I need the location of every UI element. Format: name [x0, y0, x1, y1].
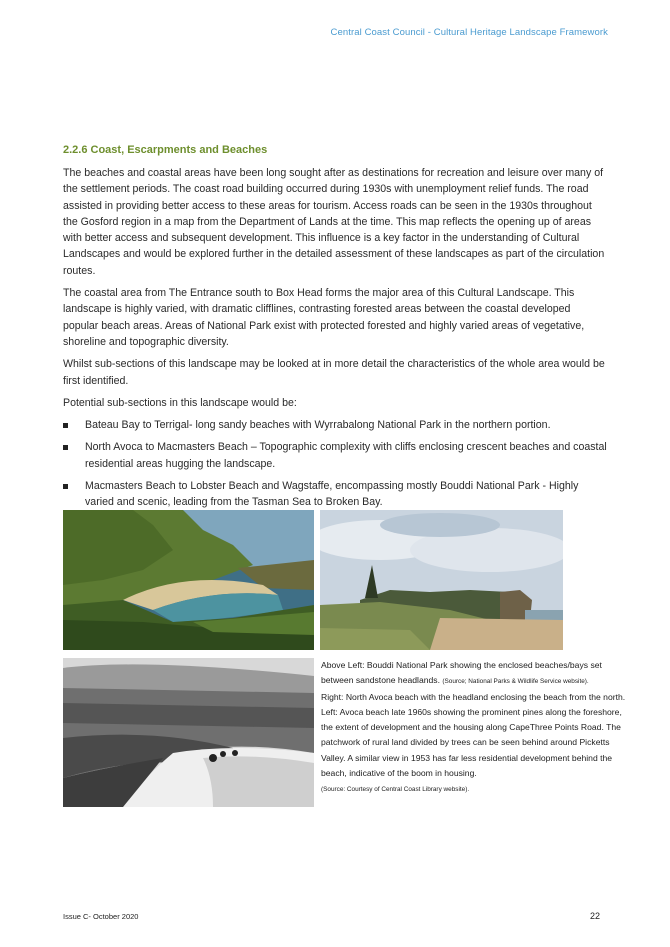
caption-source-library: (Source: Courtesy of Central Coast Library website). [321, 786, 470, 794]
paragraph-coastal-area: The coastal area from The Entrance south to Box Head forms the major area of this Cultural Landscape. This landscape is highly varied, with dramatic clifflines, contrasting forested areas between the coastal developed popular beach areas. Areas of National Park exist with protected forested and highly varied areas of vegetative, shoreline and topographic diversity. [63, 287, 585, 348]
bullet-icon [63, 484, 68, 489]
list-item [63, 417, 608, 433]
bullet-icon [63, 423, 68, 428]
bullet-icon [63, 445, 68, 450]
list-item-text: North Avoca to Macmasters Beach – Topographic complexity with cliffs enclosing crescent beaches and coastal residential areas hugging the landscape. [85, 441, 607, 470]
main-content [63, 144, 608, 517]
paragraph-sub-sections: Whilst sub-sections of this landscape may be looked at in more detail the characteristics of the whole area would be first identified. [63, 358, 605, 387]
list-item [63, 478, 608, 511]
page-number: 22 [590, 911, 601, 921]
list-item-text: Bateau Bay to Terrigal- long sandy beaches with Wyrrabalong National Park in the northern portion. [85, 419, 551, 432]
caption-bouddi: Above Left: Bouddi National Park showing the enclosed beaches/bays set between sandstone headlands. [321, 660, 602, 686]
running-header: Central Coast Council - Cultural Heritage Landscape Framework [330, 27, 608, 38]
paragraph-coastal-history: The beaches and coastal areas have been long sought after as destinations for recreation and leisure over many of the settlement periods. The coast road building occurred during 1930s with unemployment relief funds. The road assisted in providing better access to these areas for tourism. Access roads can be seen in the 1930s throughout the Gosford region in a map from the Department of Lands at the time. This map reflects the opening up of areas with better access and subsequent development. This influence is a key factor in the understanding of Cultural Landscapes and would be explored further in the detailed assessment of these landscapes as part of the circulation routes. [63, 167, 605, 277]
north-avoca-photo [320, 510, 563, 650]
list-item-text: Macmasters Beach to Lobster Beach and Wagstaffe, encompassing mostly Bouddi National Park - Highly varied and scenic, leading from the Tasman Sea to Broken Bay. [85, 480, 579, 509]
avoca-1960s-photo [63, 658, 314, 807]
figure-caption [321, 658, 631, 798]
bouddi-bay-photo [63, 510, 314, 650]
issue-label: Issue C- October 2020 [63, 912, 139, 921]
caption-avoca-1960s: Left: Avoca beach late 1960s showing the prominent pines along the foreshore, the extent of development and the housing along CapeThree Points Road. The patchwork of rural land divided by trees can be seen behind around Picketts Valley. A similar view in 1953 has far less residential development behind the beach, indicative of the boom in housing. [321, 706, 622, 779]
caption-source-npws: (Source; National Parks & Wildlife Service website). [442, 678, 589, 686]
list-item [63, 439, 608, 472]
caption-north-avoca: Right: North Avoca beach with the headland enclosing the beach from the north. [321, 691, 626, 702]
sub-section-list [63, 417, 608, 510]
paragraph-potential-intro: Potential sub-sections in this landscape would be: [63, 396, 297, 409]
section-heading: 2.2.6 Coast, Escarpments and Beaches [63, 144, 268, 156]
